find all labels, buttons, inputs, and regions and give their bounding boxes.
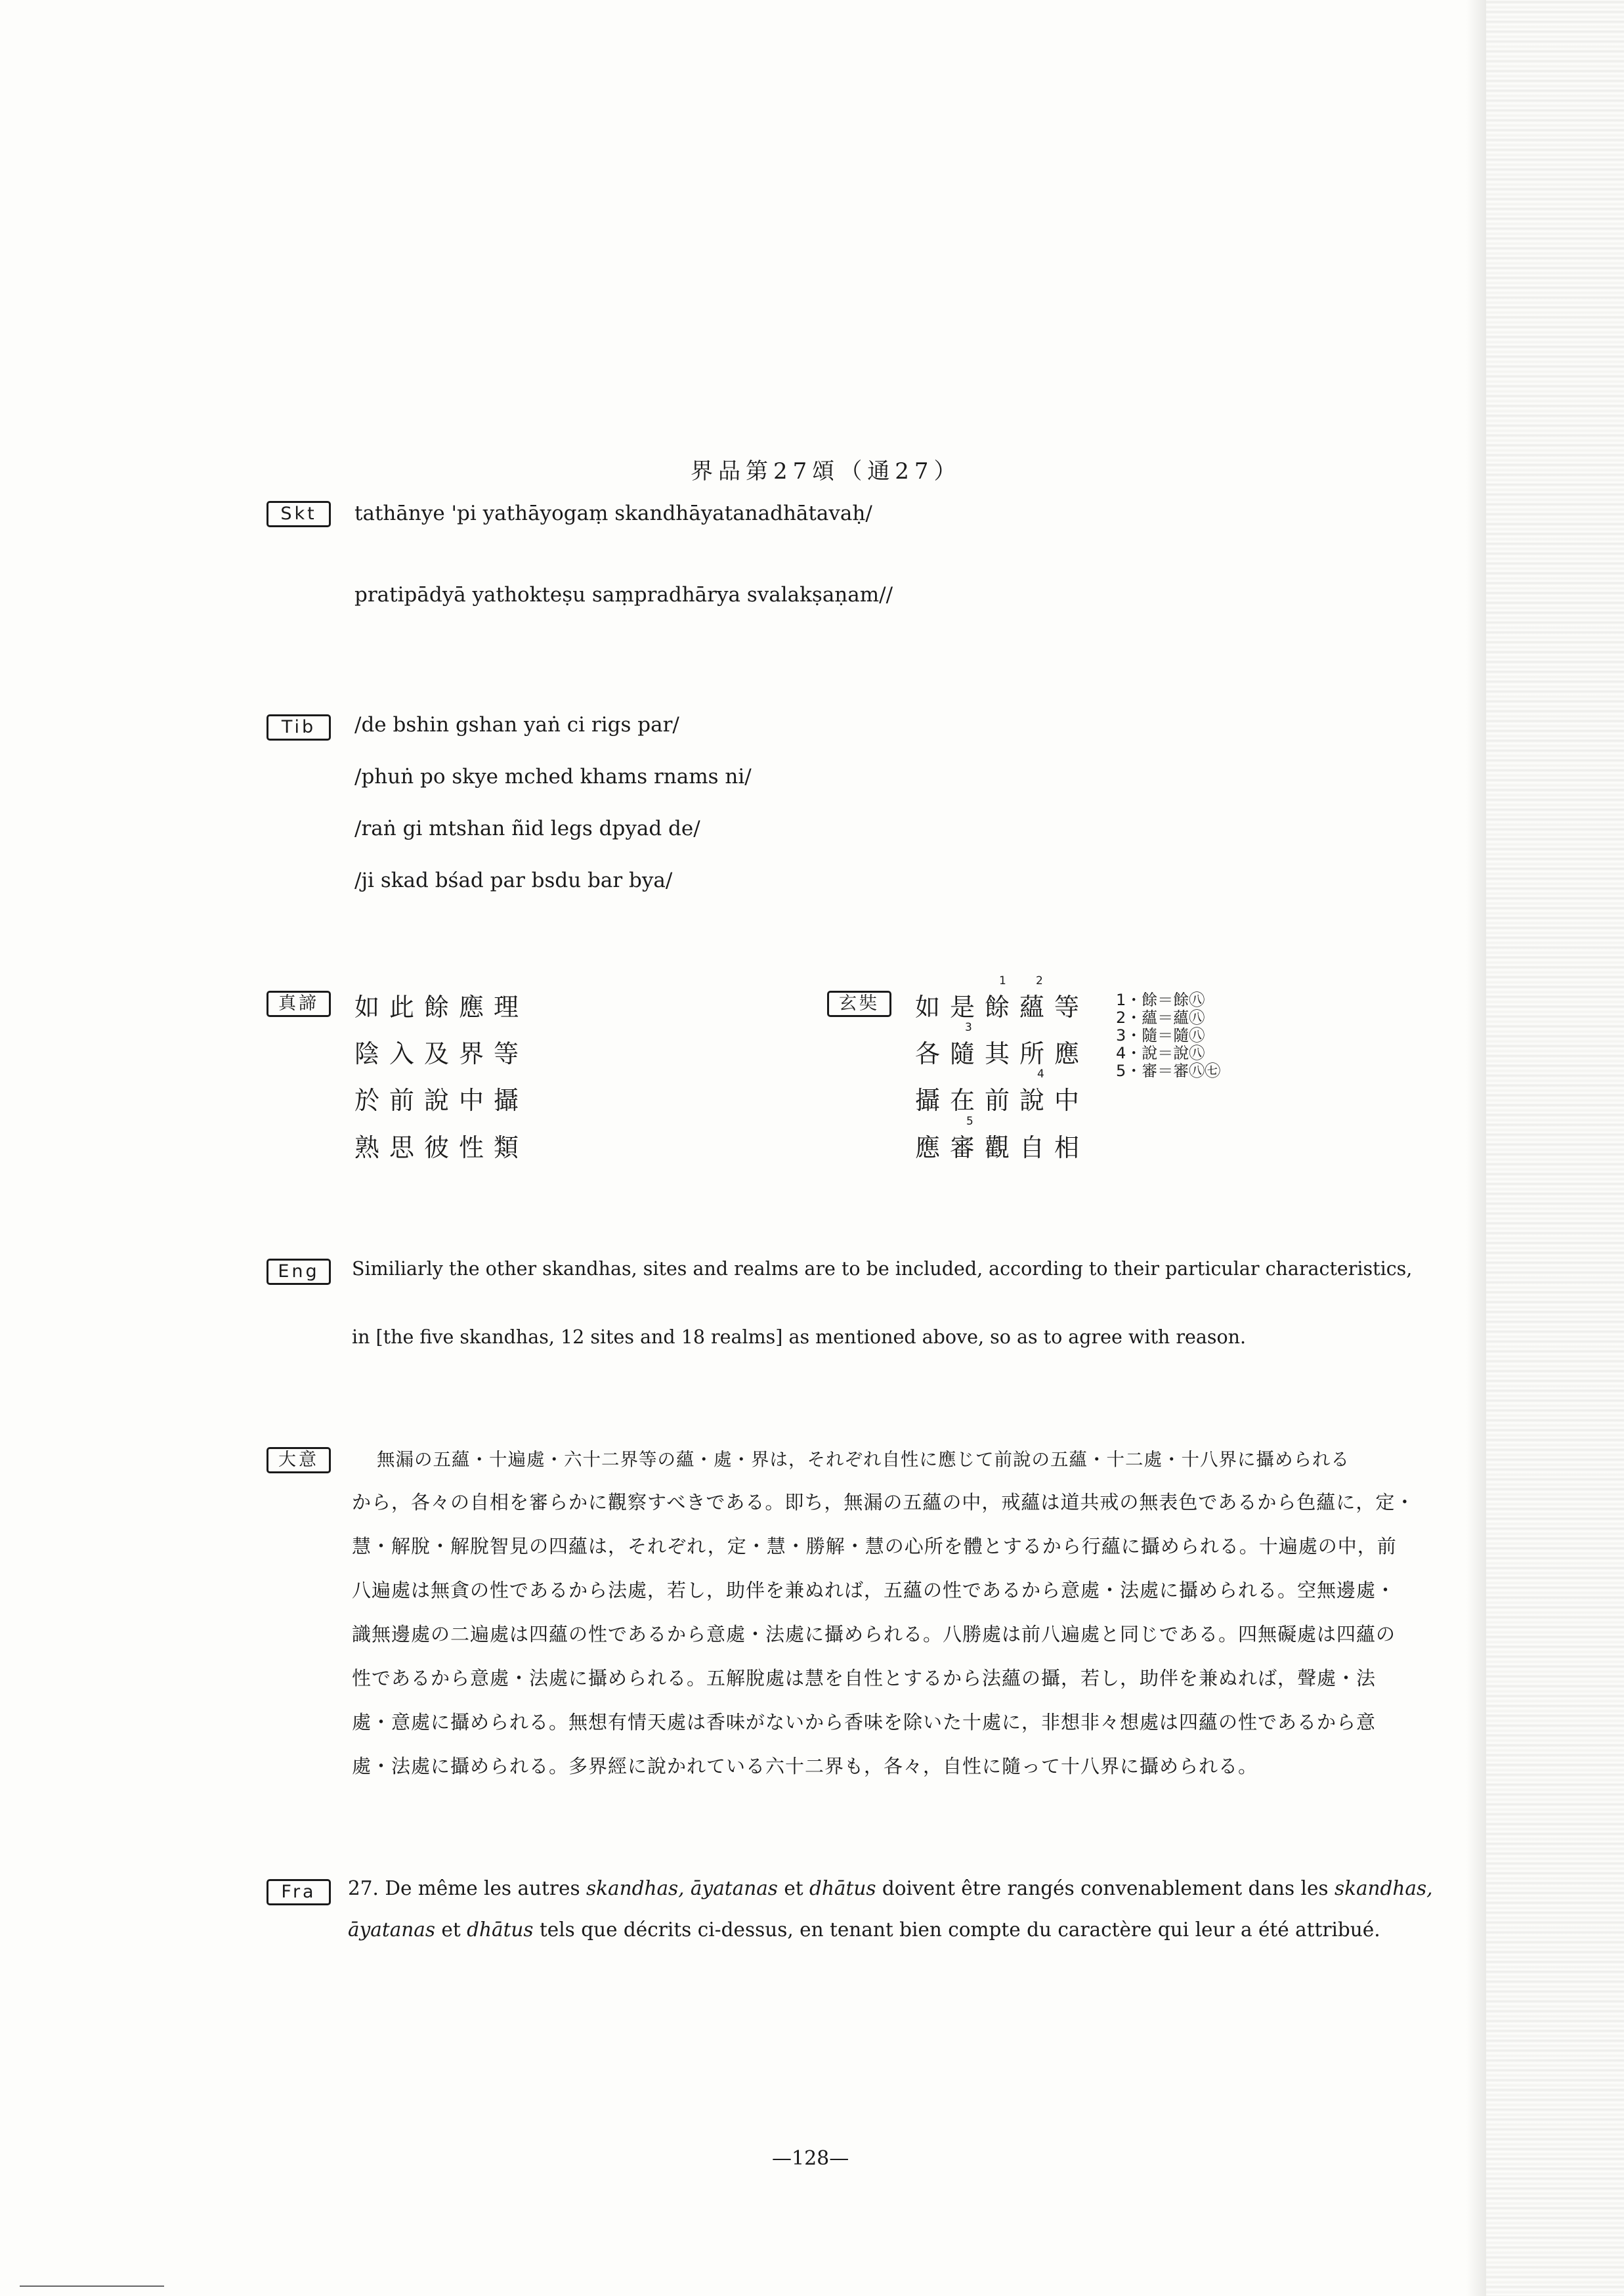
tib-line-3: /raṅ gi mtshan ñid legs dpyad de/ (354, 817, 700, 840)
fra-tag: Fra (267, 1879, 331, 1905)
eng-tag: Eng (267, 1259, 331, 1285)
fra-line-1-run: dhātus (809, 1877, 876, 1899)
variant-note-1: 1・餘＝餘㊇ (1116, 991, 1205, 1009)
taii-line-8: 處・法處に攝められる。多界經に說かれている六十二界も，各々，自性に隨って十八界に攝められる。 (352, 1755, 1258, 1777)
zhendi-line-3: 於前說中攝 (354, 1086, 529, 1115)
xuanzang-tag: 玄奘 (827, 991, 891, 1017)
fra-line-2-run: et (435, 1918, 467, 1941)
scan-edge-shadow (1466, 0, 1486, 2296)
skt-line-1: tathānye 'pi yathāyogaṃ skandhāyatanadhātavaḥ/ (354, 502, 872, 525)
taii-line-5: 識無邊處の二遍處は四蘊の性であるから意處・法處に攝められる。八勝處は前八遍處と同じである。四無礙處は四蘊の (352, 1623, 1396, 1645)
tib-line-2: /phuṅ po skye mched khams rnams ni/ (354, 765, 752, 789)
variant-marker-1: 1 (999, 974, 1006, 987)
fra-line-1-run: et (777, 1877, 810, 1899)
zhendi-tag: 真諦 (267, 991, 331, 1017)
fra-line-1-text (385, 1877, 1432, 1899)
fra-line-1 (348, 1877, 1433, 1899)
zhendi-line-2: 陰入及界等 (354, 1039, 529, 1068)
fra-line-2-run: tels que décrits ci-dessus, en tenant bien compte du caractère qui leur a été attribué. (533, 1918, 1380, 1941)
taii-line-4: 八遍處は無貪の性であるから法處，若し，助伴を兼ぬれば，五蘊の性であるから意處・法處に攝められる。空無邊處・ (352, 1579, 1396, 1601)
tib-line-1: /de bshin gshan yaṅ ci rigs par/ (354, 713, 679, 737)
scan-edge-noise (1486, 0, 1624, 2296)
tib-line-4: /ji skad bśad par bsdu bar bya/ (354, 869, 673, 892)
page-number: —128— (772, 2147, 849, 2170)
fra-line-2 (348, 1918, 1380, 1941)
fra-number: 27. (348, 1877, 379, 1899)
zhendi-line-1: 如此餘應理 (354, 993, 529, 1022)
fra-line-1-run: doivent être rangés convenablement dans les (876, 1877, 1335, 1899)
fra-line-1-run: De même les autres (385, 1877, 586, 1899)
fra-line-2-run: dhātus (467, 1918, 534, 1941)
skt-line-2: pratipādyā yathokteṣu saṃpradhārya svalakṣaṇam// (354, 583, 893, 607)
taii-line-7: 處・意處に攝められる。無想有情天處は香味がないから香味を除いた十處に，非想非々想處は四蘊の性であるから意 (352, 1711, 1377, 1733)
taii-line-3: 慧・解脫・解脫智見の四蘊は，それぞれ，定・慧・勝解・慧の心所を體とするから行蘊に攝められる。十遍處の中，前 (352, 1535, 1397, 1557)
variant-note-3: 3・隨＝隨㊇ (1116, 1026, 1205, 1045)
xuanzang-line-2: 各隨其所應 (915, 1039, 1090, 1068)
xuanzang-line-1: 如是餘蘊等 (915, 993, 1090, 1022)
variant-marker-5: 5 (966, 1115, 973, 1128)
taii-line-2: から，各々の自相を審らかに觀察すべきである。即ち，無漏の五蘊の中，戒蘊は道共戒の無表色であるから色蘊に，定・ (352, 1491, 1415, 1513)
taii-line-6: 性であるから意處・法處に攝められる。五解脫處は慧を自性とするから法蘊の攝，若し，助伴を兼ぬれば，聲處・法 (352, 1667, 1377, 1689)
scan-mark (20, 2285, 164, 2287)
xuanzang-line-4: 應審觀自相 (915, 1133, 1090, 1162)
variant-note-5: 5・審＝審㊇㊆ (1116, 1062, 1221, 1080)
tib-tag: Tib (267, 714, 331, 741)
eng-line-1: Similiarly the other skandhas, sites and realms are to be included, according to their particular characteristics, (352, 1258, 1413, 1280)
taii-tag: 大意 (267, 1447, 331, 1473)
fra-line-1-run: skandhas, āyatanas (586, 1877, 778, 1899)
variant-marker-2: 2 (1036, 974, 1043, 987)
xuanzang-line-3: 攝在前說中 (915, 1086, 1090, 1115)
zhendi-line-4: 熟思彼性類 (354, 1133, 529, 1162)
eng-line-2: in [the five skandhas, 12 sites and 18 realms] as mentioned above, so as to agree with reason. (352, 1326, 1247, 1348)
variant-marker-4: 4 (1037, 1068, 1044, 1081)
fra-line-1-run: skandhas, (1334, 1877, 1433, 1899)
fra-line-2-run: āyatanas (348, 1918, 436, 1941)
variant-note-4: 4・說＝說㊇ (1116, 1044, 1205, 1062)
taii-line-1: 無漏の五蘊・十遍處・六十二界等の蘊・處・界は，それぞれ自性に應じて前說の五蘊・十二處・十八界に攝められる (377, 1449, 1350, 1470)
verse-heading: 界品第27頌（通27） (691, 458, 962, 485)
variant-note-2: 2・蘊＝蘊㊇ (1116, 1008, 1205, 1027)
skt-tag: Skt (267, 501, 331, 527)
variant-marker-3: 3 (965, 1021, 972, 1034)
